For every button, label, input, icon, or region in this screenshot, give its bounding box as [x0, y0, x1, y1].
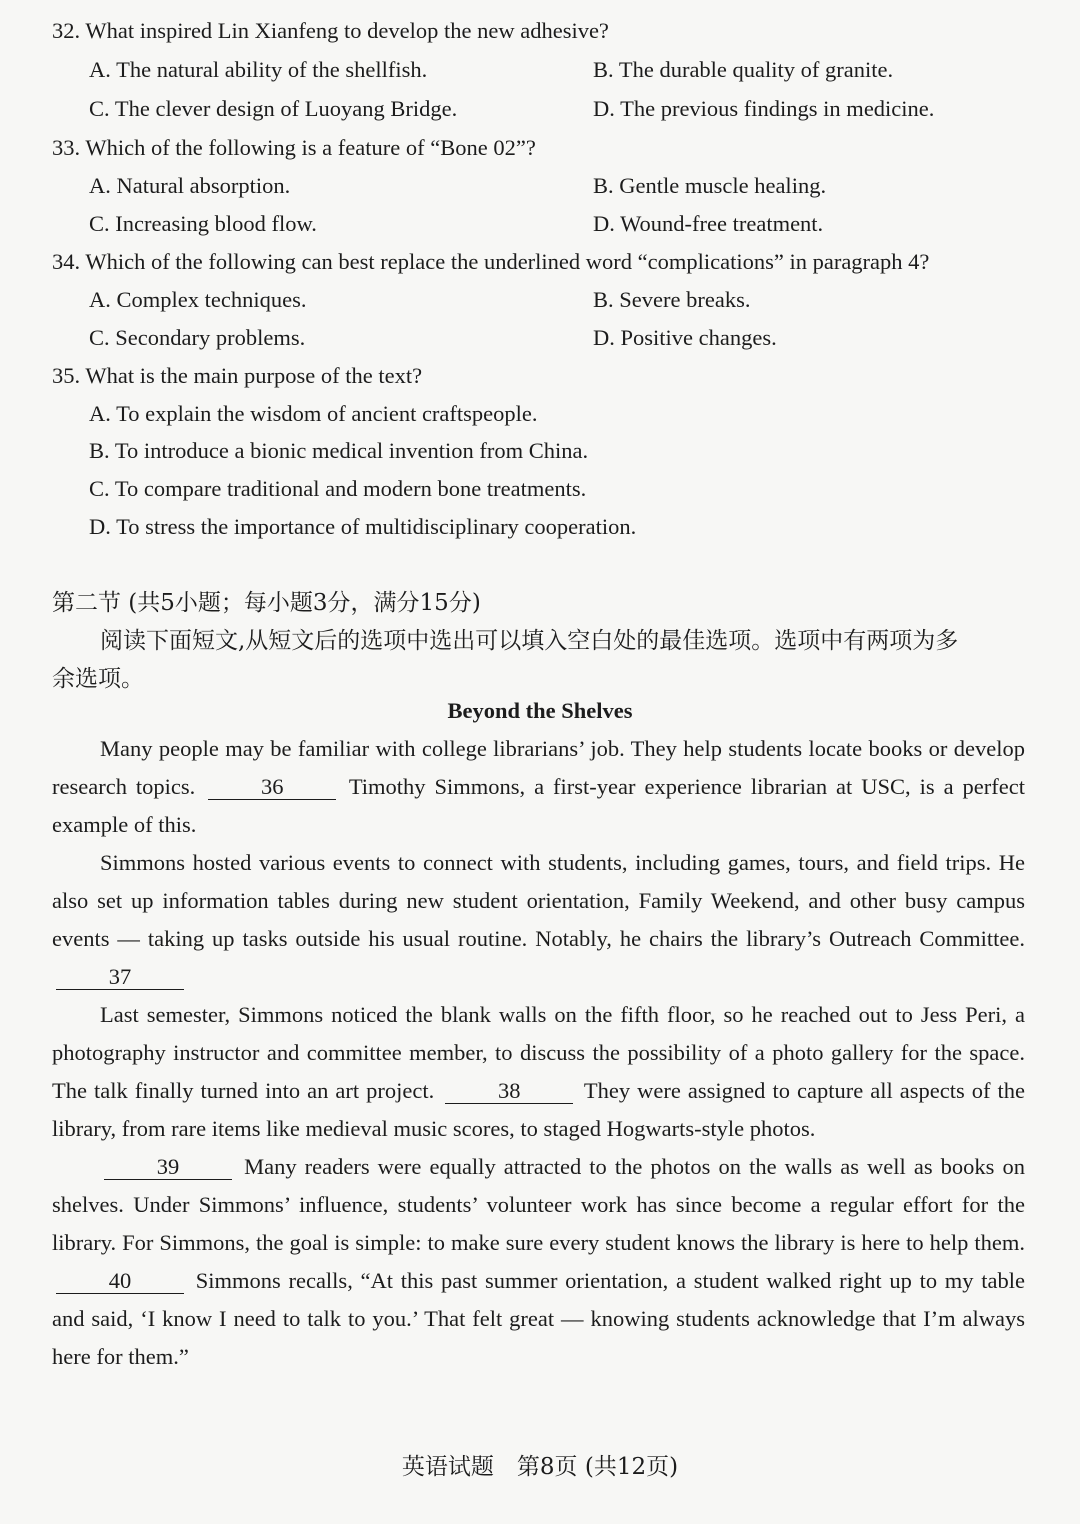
paragraph-1	[52, 730, 1025, 844]
question-33-option-b: B. Gentle muscle healing.	[593, 173, 827, 198]
question-33-option-d: D. Wound-free treatment.	[593, 211, 824, 236]
paragraph-3	[52, 996, 1025, 1148]
question-35-stem: 35. What is the main purpose of the text?	[52, 363, 423, 388]
paragraph-4	[52, 1148, 1025, 1376]
section-instruction-line1: 阅读下面短文,从短文后的选项中选出可以填入空白处的最佳选项。选项中有两项为多	[100, 628, 959, 654]
question-34-option-b: B. Severe breaks.	[593, 287, 751, 312]
paragraph-2-text: Simmons hosted various events to connect with students, including games, tours, and field trips. He also set up information tables during new student orientation, Family Weekend, and other busy campus events — taking up tasks outside his usual routine. Notably, he chairs the library’s Outreach Committee.	[52, 850, 1025, 951]
question-33-option-c: C. Increasing blood flow.	[89, 211, 317, 236]
passage-body	[52, 730, 1025, 1376]
question-32-option-d: D. The previous findings in medicine.	[593, 96, 935, 121]
question-34-option-d: D. Positive changes.	[593, 325, 777, 350]
paragraph-3-text-a: Last semester, Simmons noticed the blank walls on the fifth floor, so he reached out to Jess Peri, a photography instructor and committee member, to discuss the possibility of a photo gallery for the space. The talk finally turned into an art project.	[52, 1002, 1025, 1103]
paragraph-4-text-a: Many readers were equally attracted to the photos on the walls as well as books on shelves. Under Simmons’ influence, students’ volunteer work has since become a regular effort for the library. For Simmons, the goal is simple: to make sure every student knows the library is here to help them.	[52, 1154, 1025, 1255]
page-footer: 英语试题 第8页 (共12页)	[401, 1454, 679, 1480]
question-34-option-c: C. Secondary problems.	[89, 325, 306, 350]
question-34-option-a: A. Complex techniques.	[89, 287, 307, 312]
question-32-option-a: A. The natural ability of the shellfish.	[89, 57, 428, 82]
paragraph-3-text-b: They were assigned to capture all aspects of the library, from rare items like medieval music scores, to staged Hogwarts-style photos.	[52, 1078, 1026, 1141]
question-32-stem: 32. What inspired Lin Xianfeng to develop the new adhesive?	[52, 18, 609, 43]
question-35-option-a: A. To explain the wisdom of ancient craftspeople.	[89, 401, 538, 426]
question-32-option-c: C. The clever design of Luoyang Bridge.	[89, 96, 458, 121]
blank-40: 40	[56, 1269, 184, 1294]
blank-39: 39	[104, 1155, 232, 1180]
passage-title: Beyond the Shelves	[447, 698, 633, 723]
question-35-option-d: D. To stress the importance of multidisciplinary cooperation.	[89, 514, 637, 539]
paragraph-4-text-b: Simmons recalls, “At this past summer orientation, a student walked right up to my table and said, ‘I know I need to talk to you.’ That felt great — knowing students acknowledge that I’m always here for them.”	[52, 1268, 1025, 1369]
question-33-option-a: A. Natural absorption.	[89, 173, 291, 198]
blank-38: 38	[445, 1079, 573, 1104]
question-35-option-c: C. To compare traditional and modern bone treatments.	[89, 476, 587, 501]
blank-36: 36	[208, 775, 336, 800]
paragraph-1-text-b: Timothy Simmons, a first-year experience librarian at USC, is a perfect example of this.	[52, 774, 1025, 837]
question-32-option-b: B. The durable quality of granite.	[593, 57, 894, 82]
question-33-stem: 33. Which of the following is a feature of “Bone 02”?	[52, 135, 536, 160]
section-instruction-line2: 余选项。	[52, 666, 144, 692]
paragraph-1-text-a: Many people may be familiar with college librarians’ job. They help students locate books or develop research topics.	[52, 736, 1025, 799]
question-35-option-b: B. To introduce a bionic medical invention from China.	[89, 438, 589, 463]
paragraph-2	[52, 844, 1025, 996]
section-heading: 第二节 (共5小题；每小题3分，满分15分)	[52, 590, 481, 616]
blank-37: 37	[56, 965, 184, 990]
question-34-stem: 34. Which of the following can best replace the underlined word “complications” in paragraph 4?	[52, 249, 930, 274]
